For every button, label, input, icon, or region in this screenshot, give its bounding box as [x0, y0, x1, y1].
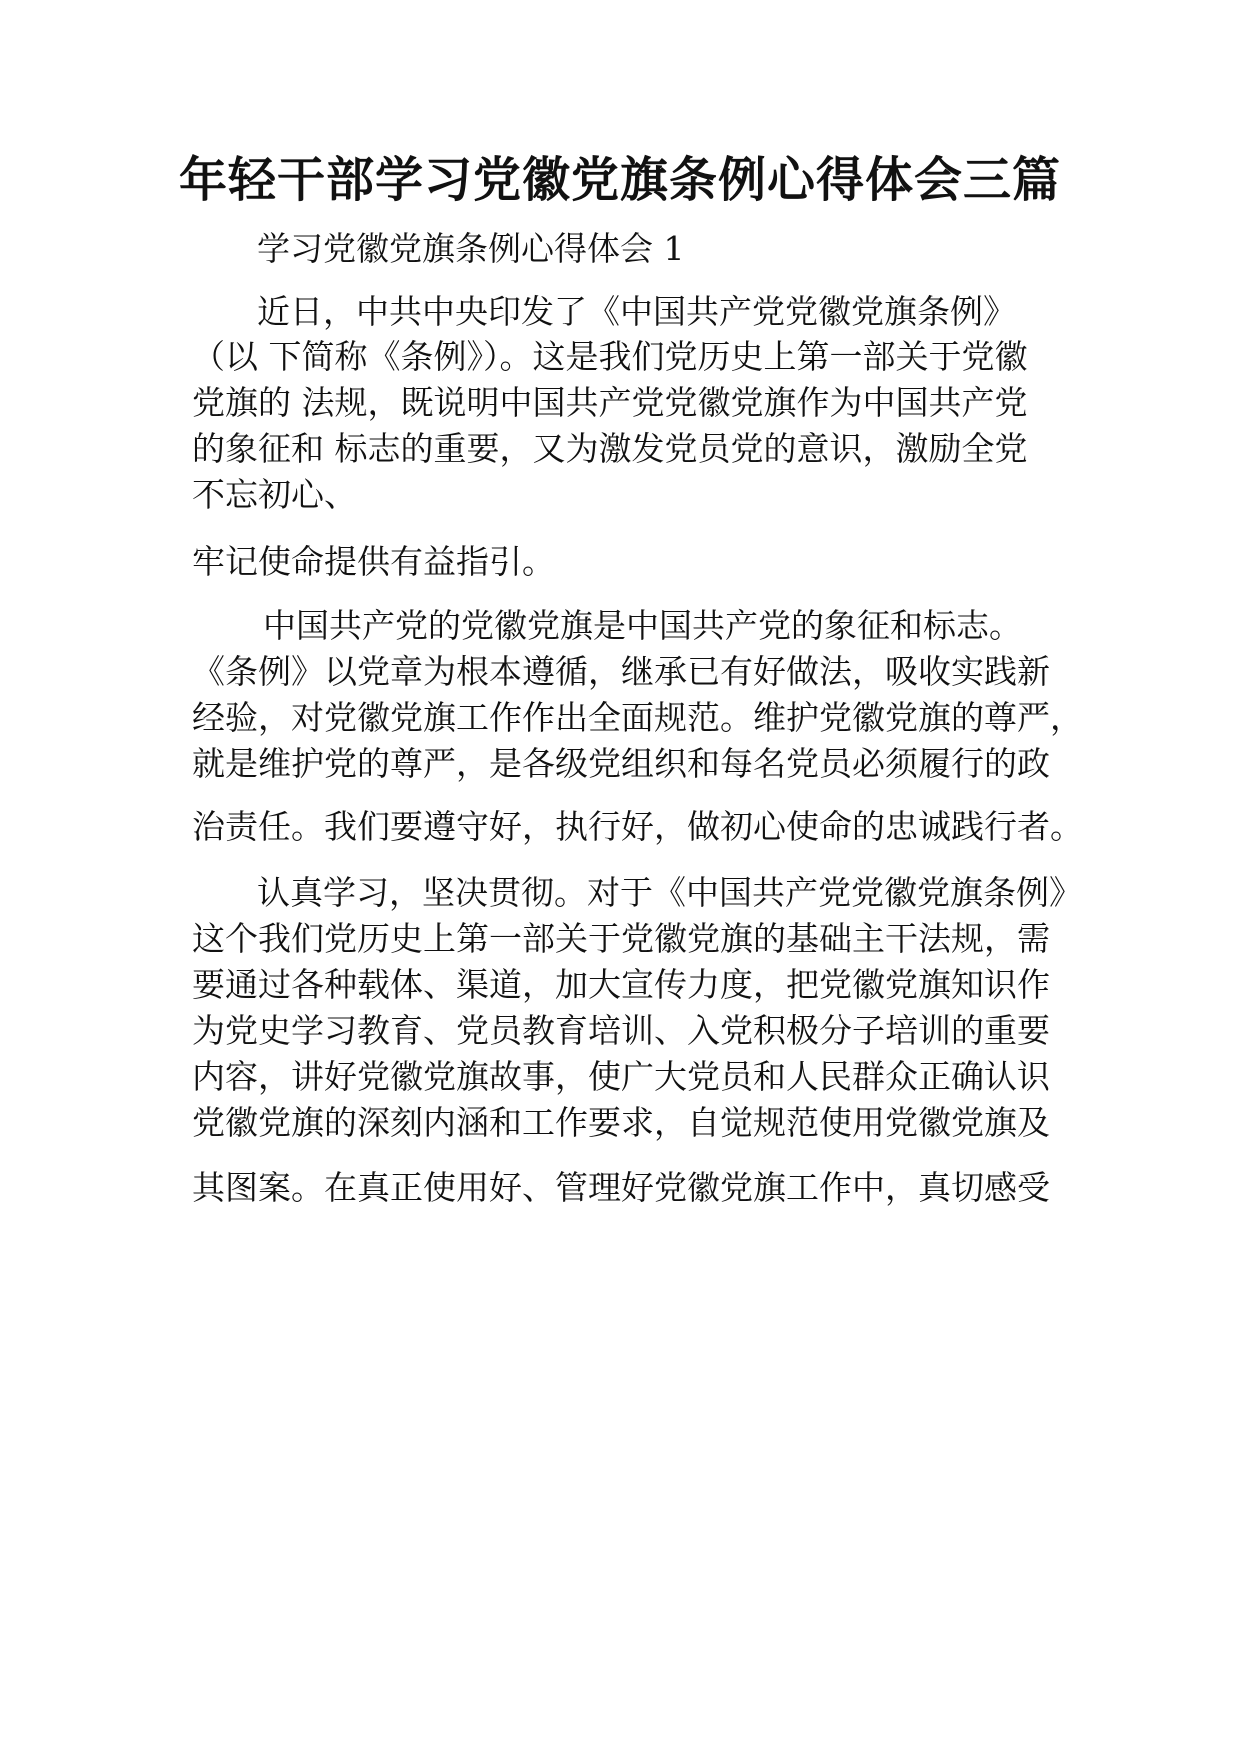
paragraph-line: 不忘初心、 — [192, 475, 357, 514]
paragraph-line: 中国共产党的党徽党旗是中国共产党的象征和标志。 — [263, 606, 1022, 645]
section-subtitle: 学习党徽党旗条例心得体会 1 — [257, 229, 685, 268]
paragraph-line: 为党史学习教育、党员教育培训、入党积极分子培训的重要 — [192, 1011, 1050, 1050]
paragraph-line: 治责任。我们要遵守好，执行好，做初心使命的忠诚践行者。 — [192, 807, 1083, 846]
paragraph-line: 认真学习，坚决贯彻。对于《中国共产党党徽党旗条例》 — [257, 873, 1082, 912]
paragraph-line: 要通过各种载体、渠道，加大宣传力度，把党徽党旗知识作 — [192, 965, 1050, 1004]
paragraph-line: 其图案。在真正使用好、管理好党徽党旗工作中，真切感受 — [192, 1168, 1050, 1207]
paragraph-line: 党徽党旗的深刻内涵和工作要求，自觉规范使用党徽党旗及 — [192, 1103, 1050, 1142]
document-title: 年轻干部学习党徽党旗条例心得体会三篇 — [178, 152, 1061, 208]
paragraph-line: 的象征和 标志的重要，又为激发党员党的意识，激励全党 — [192, 429, 1028, 468]
paragraph-line: 就是维护党的尊严，是各级党组织和每名党员必须履行的政 — [192, 744, 1050, 783]
paragraph-line: 这个我们党历史上第一部关于党徽党旗的基础主干法规，需 — [192, 919, 1050, 958]
paragraph-line: （以 下简称《条例》）。这是我们党历史上第一部关于党徽 — [192, 337, 1028, 376]
paragraph-line: 党旗的 法规，既说明中国共产党党徽党旗作为中国共产党 — [192, 383, 1028, 422]
paragraph-line: 《条例》以党章为根本遵循，继承已有好做法，吸收实践新 — [192, 652, 1050, 691]
paragraph-line: 牢记使命提供有益指引。 — [192, 542, 555, 581]
paragraph-line: 经验，对党徽党旗工作作出全面规范。维护党徽党旗的尊严， — [192, 698, 1083, 737]
paragraph-line: 近日，中共中央印发了《中国共产党党徽党旗条例》 — [257, 292, 1016, 331]
paragraph-line: 内容，讲好党徽党旗故事，使广大党员和人民群众正确认识 — [192, 1057, 1050, 1096]
